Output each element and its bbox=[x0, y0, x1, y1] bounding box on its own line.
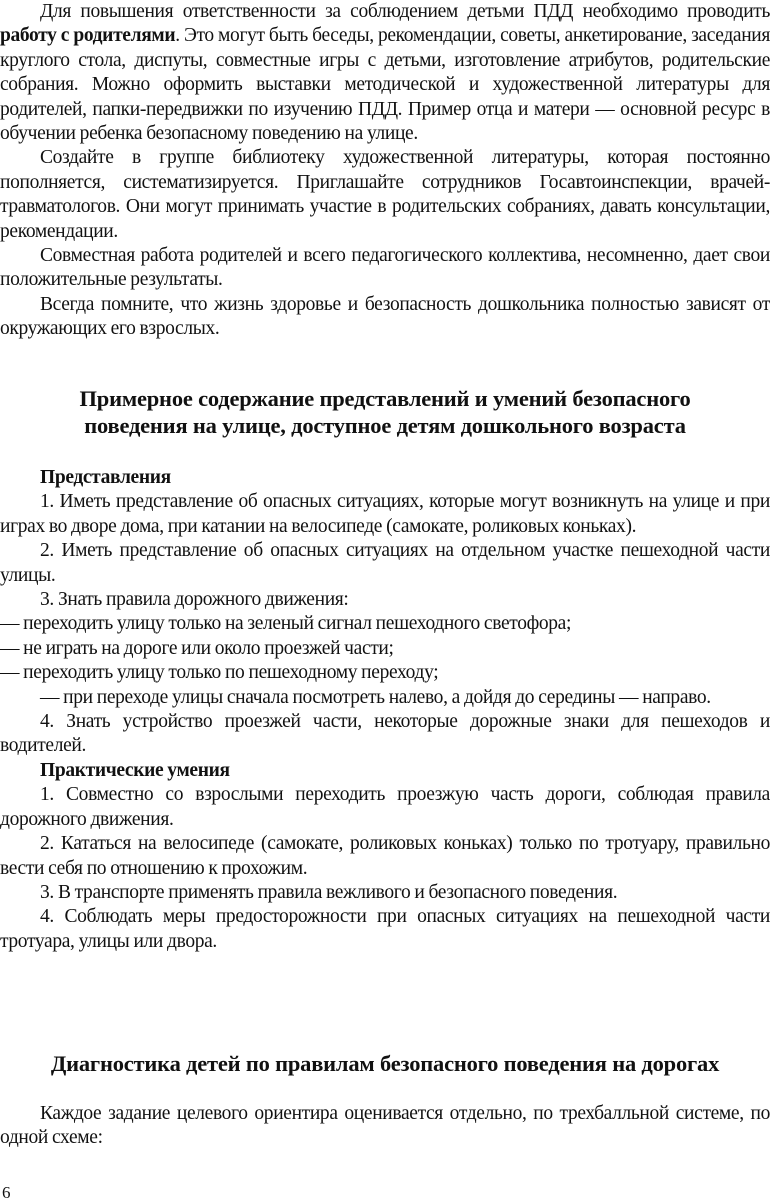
list-item: 2. Кататься на велосипеде (самокате, роликовых коньках) только по тротуару, правильно вести себя по отношению к прохожим. bbox=[0, 833, 770, 879]
heading-line: Примерное содержание представлений и умений безопасного bbox=[79, 386, 691, 411]
section-heading bbox=[0, 385, 770, 439]
rule-item: — переходить улицу только по пешеходному переходу; bbox=[0, 662, 439, 684]
list-item: 3. В транспорте применять правила вежливого и безопасного поведения. bbox=[40, 881, 618, 903]
paragraph bbox=[0, 0, 770, 146]
list-item: 4. Знать устройство проезжей части, некоторые дорожные знаки для пешеходов и водителей. bbox=[0, 711, 770, 757]
list-item: 1. Совместно со взрослыми переходить проезжую часть дороги, соблюдая правила дорожного движения. bbox=[0, 784, 770, 830]
text: . Это могут быть беседы, рекомендации, советы, анкетирование, заседания круглого стола, диспуты, совместные игры с детьми, изготовление атрибутов, родительские собрания. Можно оформить выставки методической и художественной литературы для родителей, папки-передвижки по изучению ПДД. Пример отца и матери — основной ресурс в обучении ребенка безопасному поведению на улице. bbox=[0, 25, 770, 145]
section2-heading bbox=[0, 1050, 770, 1077]
paragraph: Создайте в группе библиотеку художественной литературы, которая постоянно пополняется, систематизируется. Приглашайте сотрудников Госавтоинспекции, врачей-травматологов. Они могут принимать участие в родительских собраниях, давать консультации, рекомендации. bbox=[0, 147, 770, 242]
list-item: 1. Иметь представление об опасных ситуациях, которые могут возникнуть на улице и при играх во дворе дома, при катании на велосипеде (самокате, роликовых коньках). bbox=[0, 491, 770, 537]
page-number: 6 bbox=[2, 1183, 11, 1202]
heading-line: Диагностика детей по правилам безопасного поведения на дорогах bbox=[50, 1051, 720, 1076]
section2-body bbox=[0, 1102, 770, 1151]
list-item: 3. Знать правила дорожного движения: bbox=[40, 589, 349, 611]
intro-block bbox=[0, 0, 770, 342]
paragraph: Всегда помните, что жизнь здоровье и безопасность дошкольника полностью зависят от окружающих его взрослых. bbox=[0, 293, 770, 340]
rule-item: — переходить улицу только на зеленый сигнал пешеходного светофора; bbox=[0, 613, 572, 635]
subheading: Практические умения bbox=[40, 759, 230, 781]
list-item: 2. Иметь представление об опасных ситуациях на отдельном участке пешеходной части улицы. bbox=[0, 540, 770, 586]
rule-item: — не играть на дороге или около проезжей части; bbox=[0, 637, 394, 659]
list-item: 4. Соблюдать меры предосторожности при опасных ситуациях на пешеходной части тротуара, улицы или двора. bbox=[0, 906, 770, 952]
paragraph: Каждое задание целевого ориентира оценивается отдельно, по трехбалльной системе, по одной схеме: bbox=[0, 1103, 770, 1149]
section1-body bbox=[0, 466, 770, 954]
bold-text: работу с родителями bbox=[0, 25, 176, 47]
paragraph: Совместная работа родителей и всего педагогического коллектива, несомненно, дает свои положительные результаты. bbox=[0, 245, 770, 291]
subheading: Представления bbox=[40, 467, 171, 488]
heading-line: поведения на улице, доступное детям дошкольного возраста bbox=[84, 413, 686, 438]
rule-item: — при переходе улицы сначала посмотреть налево, а дойдя до середины — направо. bbox=[40, 686, 711, 708]
text: Для повышения ответственности за соблюдением детьми ПДД необходимо проводить bbox=[40, 1, 770, 22]
